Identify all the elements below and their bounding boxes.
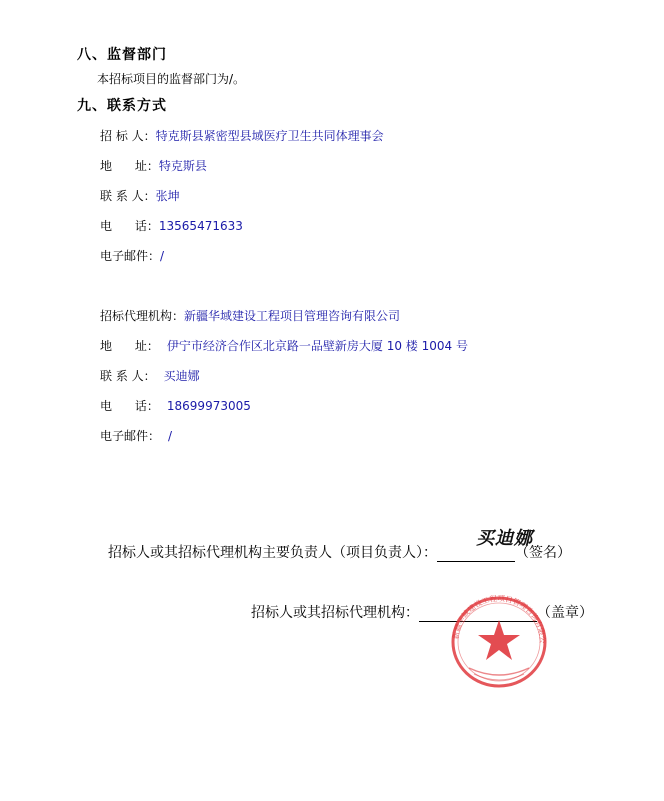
section-9-heading: 九、联系方式 [77,98,167,114]
agency-name-label: 招标代理机构： [100,309,185,323]
agency-email-label: 电子邮件： [100,429,161,443]
agency-phone-label: 电 话： [100,399,159,413]
tenderer-name-label: 招 标 人： [100,129,156,143]
tenderer-email-label: 电子邮件： [100,249,161,263]
agency-address-value: 伊宁市经济合作区北京路一品壁新房大厦 10 楼 1004 号 [166,339,468,353]
tenderer-contact-row [100,185,180,204]
tenderer-phone-label: 电 话： [100,219,159,233]
agency-address-label: 地 址： [100,339,159,353]
seal-icon [444,590,554,690]
tenderer-address-row [100,155,207,174]
agency-email-row [100,425,172,444]
agency-email-value: / [168,429,173,443]
signature-line-1-label: 招标人或其招标代理机构主要负责人（项目负责人）： [108,545,437,561]
tenderer-phone-row [100,215,243,234]
agency-phone-value: 18699973005 [166,399,251,413]
agency-contact-label: 联 系 人： [100,369,156,383]
tenderer-contact-value: 张坤 [155,189,180,203]
seal-text: 新疆华域建设工程项目管理咨询有限公 [450,593,548,644]
signature-line-2-label: 招标人或其招标代理机构： [251,605,419,621]
signature-line-1 [108,542,571,562]
section-8-heading: 八、监督部门 [77,47,167,63]
agency-address-row [100,335,468,354]
tenderer-address-value: 特克斯县 [158,159,207,173]
tenderer-contact-label: 联 系 人： [100,189,156,203]
tenderer-email-row [100,245,164,264]
tenderer-phone-value: 13565471633 [158,219,243,233]
tenderer-email-value: / [160,249,165,263]
agency-name-row [100,305,400,324]
agency-name-value: 新疆华域建设工程项目管理咨询有限公司 [184,309,401,323]
supervision-text: 本招标项目的监督部门为/。 [97,72,246,86]
handwritten-signature: 买迪娜 [476,528,533,549]
tenderer-name-row [100,125,384,144]
signature-line-1-suffix: （签名） [515,545,571,561]
signature-blank [437,545,515,562]
agency-contact-value: 买迪娜 [163,369,200,383]
agency-phone-row [100,395,251,414]
company-seal [444,590,554,690]
tenderer-address-label: 地 址： [100,159,159,173]
signature-line-2-suffix: （盖章） [537,605,593,621]
tenderer-name-value: 特克斯县紧密型县域医疗卫生共同体理事会 [155,129,384,143]
agency-contact-row [100,365,200,384]
